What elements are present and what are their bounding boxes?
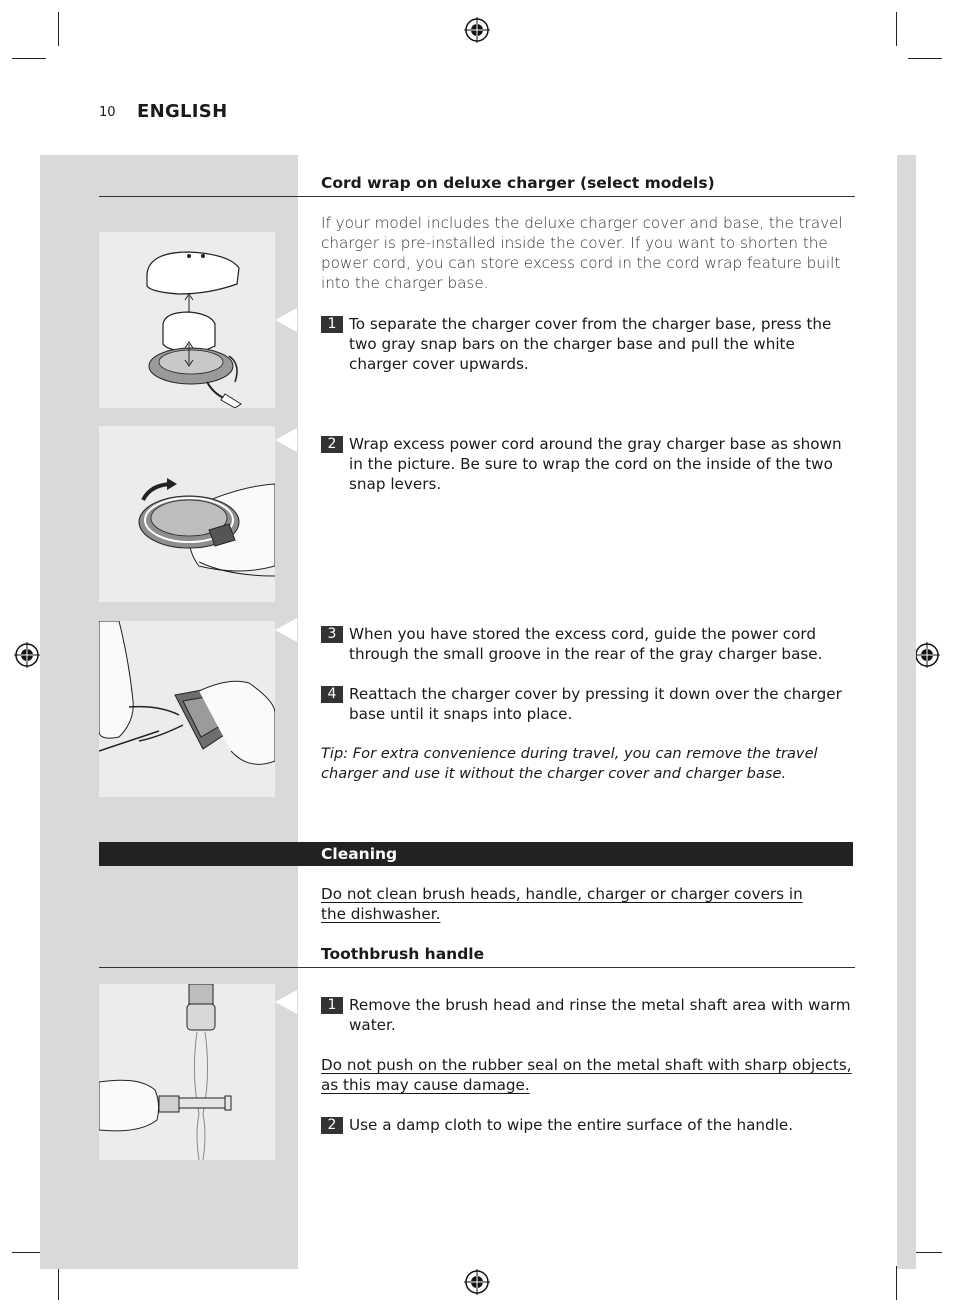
crop-mark: [12, 58, 46, 59]
language-heading: ENGLISH: [137, 101, 228, 122]
cleaning-heading: Cleaning: [321, 845, 398, 863]
step-text: Remove the brush head and rinse the metal shaft area with warm water.: [349, 996, 851, 1034]
step-number-badge: 2: [321, 436, 343, 453]
step-text: Use a damp cloth to wipe the entire surface of the handle.: [349, 1116, 794, 1134]
image-pointer: [275, 990, 297, 1014]
dishwasher-warning: Do not clean brush heads, handle, charger or charger covers in the dishwasher.: [321, 885, 803, 923]
crop-mark: [908, 58, 942, 59]
section-rule: [99, 967, 855, 968]
step-text: Wrap excess power cord around the gray charger base as shown in the picture. Be sure to wrap the cord on the inside of the two snap levers.: [349, 435, 842, 493]
cord-groove-icon: [99, 621, 275, 797]
step-text: To separate the charger cover from the charger base, press the two gray snap bars on the charger base and pull the white charger cover upwards.: [349, 315, 832, 373]
page-number: 10: [99, 105, 116, 120]
tip-text: Tip: For extra convenience during travel, you can remove the travel charger and use it without the charger cover and charger base.: [321, 745, 818, 782]
step-2: [321, 434, 853, 494]
step-number-badge: 3: [321, 626, 343, 643]
step-3: [321, 624, 853, 664]
step-text: When you have stored the excess cord, guide the power cord through the small groove in the rear of the gray charger base.: [349, 625, 823, 663]
step-number-badge: 1: [321, 316, 343, 333]
registration-mark-icon: [464, 1269, 490, 1295]
cord-wrap-intro: If your model includes the deluxe charger cover and base, the travel charger is pre-installed inside the cover. If you want to shorten the power cord, you can store excess cord in the cord wrap feature built into the charger base.: [321, 214, 843, 292]
cord-groove-illustration: [99, 621, 275, 797]
cleaning-section-bar: [99, 842, 853, 866]
charger-cover-base-icon: [99, 232, 275, 408]
step-1: [321, 314, 853, 374]
crop-mark: [896, 12, 897, 46]
image-pointer: [275, 428, 297, 452]
step-text: Reattach the charger cover by pressing it down over the charger base until it snaps into place.: [349, 685, 842, 723]
image-pointer: [275, 308, 297, 332]
handle-rinse-illustration: [99, 984, 275, 1160]
crop-mark: [58, 12, 59, 46]
registration-mark-icon: [914, 642, 940, 668]
faucet-handle-icon: [99, 984, 275, 1160]
step-number-badge: 4: [321, 686, 343, 703]
section-rule: [99, 196, 855, 197]
cord-wrap-icon: [99, 426, 275, 602]
image-pointer: [275, 618, 297, 642]
step-number-badge: 2: [321, 1117, 343, 1134]
cleaning-step-1: [321, 995, 853, 1035]
section-heading-cord-wrap: Cord wrap on deluxe charger (select models): [321, 174, 715, 192]
toothbrush-handle-heading: Toothbrush handle: [321, 945, 485, 963]
crop-mark: [58, 1266, 59, 1300]
right-grey-strip: [897, 155, 916, 1269]
cleaning-step-2: [321, 1115, 853, 1135]
step-4: [321, 684, 853, 724]
registration-mark-icon: [464, 17, 490, 43]
registration-mark-icon: [14, 642, 40, 668]
rubber-seal-caution: Do not push on the rubber seal on the metal shaft with sharp objects, as this may cause damage.: [321, 1056, 852, 1094]
charger-separation-illustration: [99, 232, 275, 408]
crop-mark: [896, 1266, 897, 1300]
step-number-badge: 1: [321, 997, 343, 1014]
cord-wrap-illustration: [99, 426, 275, 602]
